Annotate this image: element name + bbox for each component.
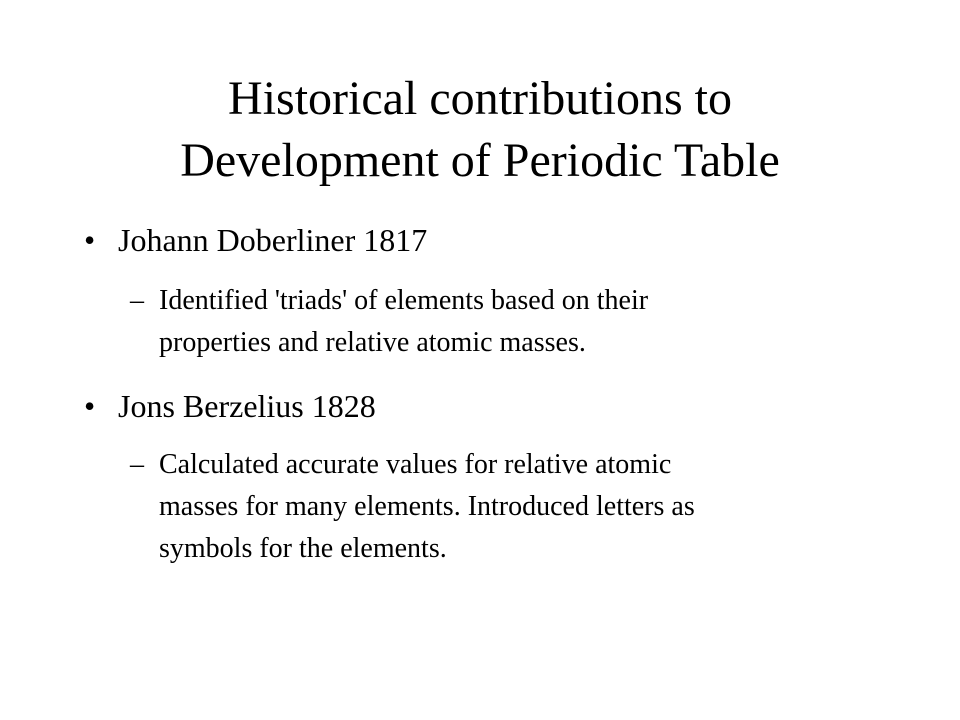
sub-bullet-doberliner [130, 280, 648, 364]
dash-icon: – [130, 285, 144, 316]
sub-bullet-line: Calculated accurate values for relative atomic [159, 449, 672, 480]
sub-bullet-berzelius [130, 444, 695, 570]
bullet-icon: • [84, 222, 96, 258]
sub-bullet-line: properties and relative atomic masses. [159, 327, 586, 358]
bullet-heading: Jons Berzelius 1828 [118, 388, 376, 424]
slide-title-line-2: Development of Periodic Table [180, 134, 780, 187]
sub-bullet-line: Identified 'triads' of elements based on their [159, 285, 649, 316]
bullet-doberliner [84, 220, 427, 260]
bullet-icon: • [84, 388, 96, 424]
slide-title [60, 68, 900, 192]
sub-bullet-line: masses for many elements. Introduced letters as [159, 491, 695, 522]
slide-title-line-1: Historical contributions to [228, 72, 732, 125]
bullet-heading: Johann Doberliner 1817 [118, 222, 428, 258]
sub-bullet-line: symbols for the elements. [159, 533, 447, 564]
bullet-berzelius [84, 386, 376, 426]
dash-icon: – [130, 449, 144, 480]
